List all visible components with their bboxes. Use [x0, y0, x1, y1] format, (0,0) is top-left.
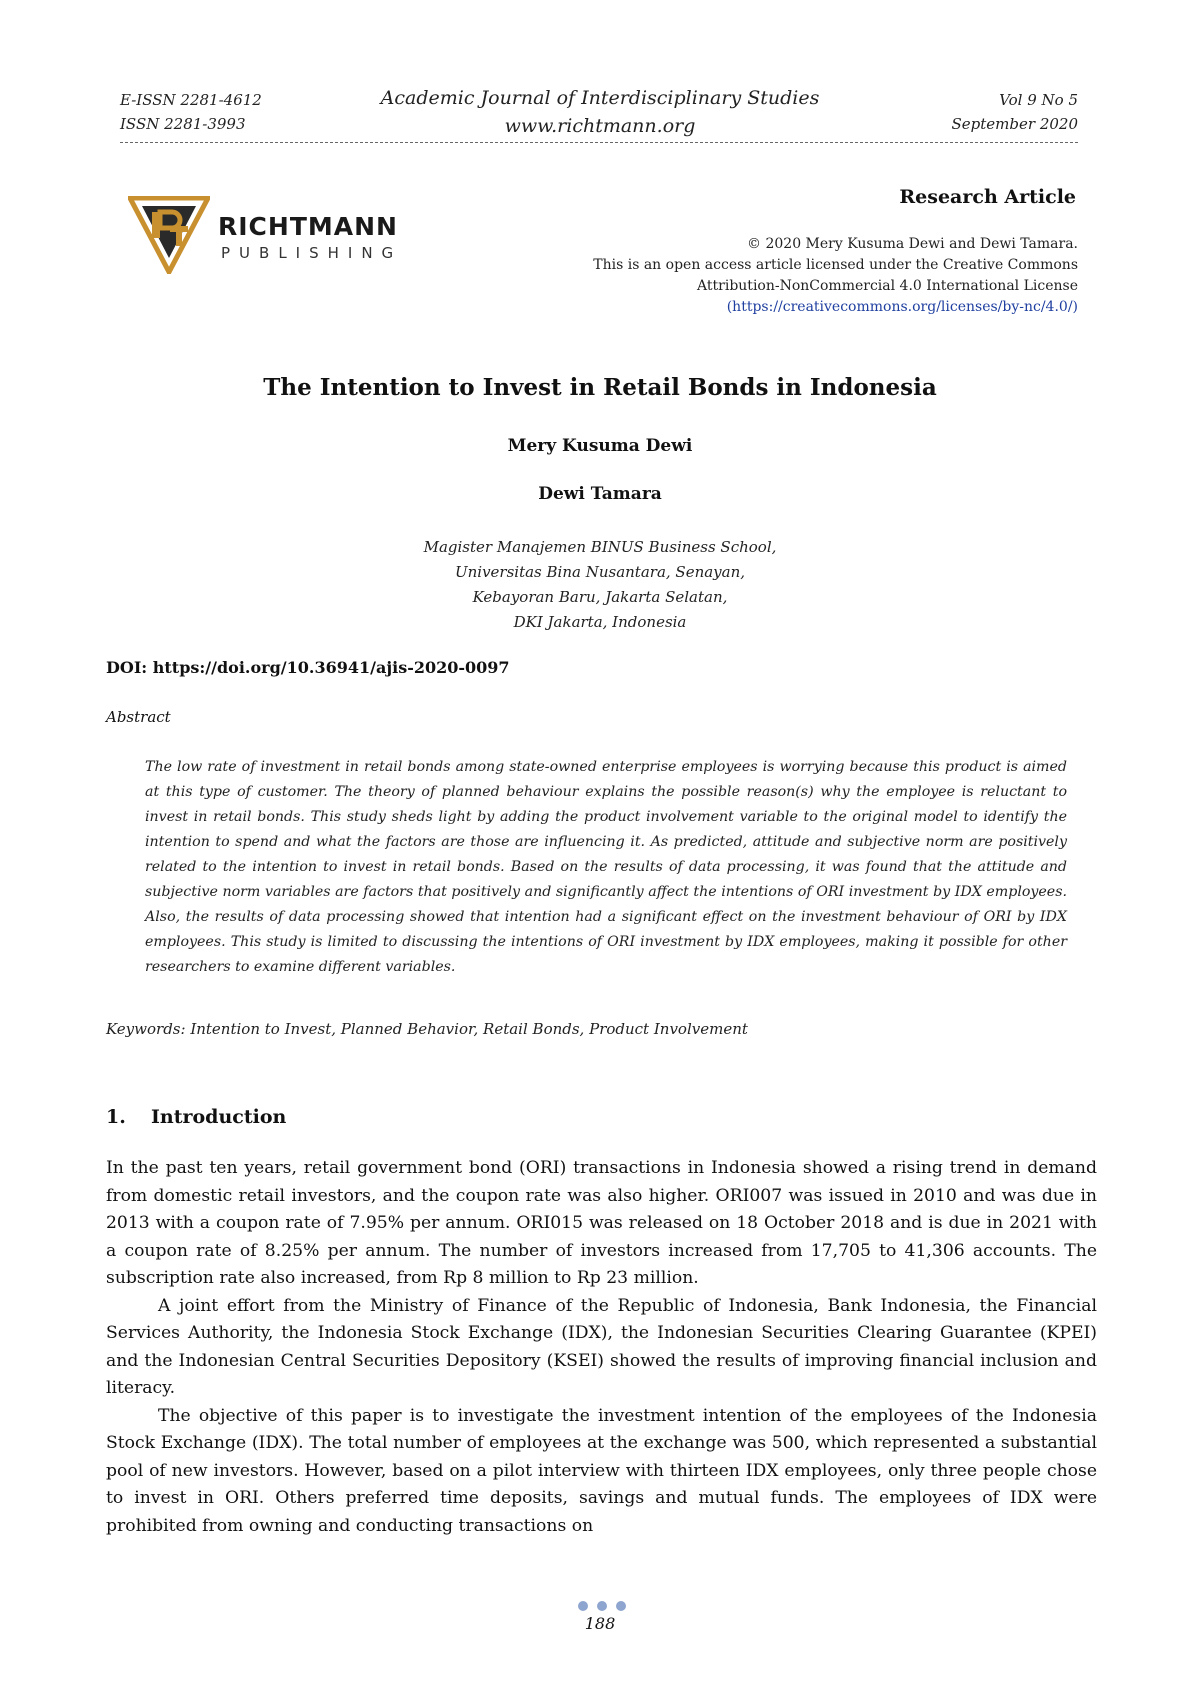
license-link[interactable]: (https://creativecommons.org/licenses/by-nc/4.0/)	[726, 299, 1078, 315]
header-divider	[120, 142, 1078, 143]
paper-title: The Intention to Invest in Retail Bonds in Indonesia	[263, 374, 937, 401]
affiliation-line: DKI Jakarta, Indonesia	[513, 613, 687, 631]
richtmann-logo-icon	[128, 196, 210, 274]
publisher-logo	[128, 196, 428, 276]
keywords: Keywords: Intention to Invest, Planned Behavior, Retail Bonds, Product Involvement	[106, 1020, 748, 1038]
volume-text: Vol 9 No 5	[999, 91, 1078, 109]
paragraph: In the past ten years, retail government bond (ORI) transactions in Indonesia showed a rising trend in demand from domestic retail investors, and the coupon rate was also higher. ORI007 was issued in 2010 and was due in 2013 with a coupon rate of 7.95% per annum. ORI015 was released on 18 October 2018 and is due in 2021 with a coupon rate of 8.25% per annum. The number of investors increased from 17,705 to 41,306 accounts. The subscription rate also increased, from Rp 8 million to Rp 23 million.	[106, 1158, 1097, 1288]
copyright-line: © 2020 Mery Kusuma Dewi and Dewi Tamara.	[747, 236, 1078, 252]
header-issue-block	[952, 88, 1078, 136]
license-name: Attribution-NonCommercial 4.0 International License	[697, 278, 1078, 294]
page-number: 188	[584, 1614, 616, 1633]
affiliation	[0, 535, 1200, 635]
journal-title: Academic Journal of Interdisciplinary Studies	[380, 87, 820, 109]
license-line: This is an open access article licensed under the Creative Commons	[593, 257, 1078, 273]
paragraph: A joint effort from the Ministry of Finance of the Republic of Indonesia, Bank Indonesia, the Financial Services Authority, the Indonesia Stock Exchange (IDX), the Indonesian Securities Clearing Guarantee (KPEI) and the Indonesian Central Securities Depository (KSEI) showed the results of improving financial inclusion and literacy.	[106, 1295, 1097, 1398]
body-text	[106, 1155, 1097, 1540]
affiliation-line: Universitas Bina Nusantara, Senayan,	[454, 563, 746, 581]
affiliation-line: Magister Manajemen BINUS Business School,	[423, 538, 777, 556]
doi-link[interactable]: DOI: https://doi.org/10.36941/ajis-2020-0097	[106, 658, 510, 677]
logo-name: RICHTMANN	[218, 212, 398, 241]
paragraph: The objective of this paper is to investigate the investment intention of the employees of the Indonesia Stock Exchange (IDX). The total number of employees at the exchange was 500, which represented a substantial pool of new investors. However, based on a pilot interview with thirteen IDX employees, only three people chose to invest in ORI. Others preferred time deposits, savings and mutual funds. The employees of IDX were prohibited from owning and conducting transactions on	[106, 1405, 1097, 1536]
abstract-heading: Abstract	[106, 708, 171, 726]
license-block	[593, 234, 1078, 318]
issn-text: ISSN 2281-3993	[120, 115, 246, 133]
section-number: 1.	[106, 1106, 126, 1128]
author-2: Dewi Tamara	[538, 484, 662, 504]
affiliation-line: Kebayoran Baru, Jakarta Selatan,	[472, 588, 728, 606]
issue-date: September 2020	[951, 115, 1078, 133]
page-dots-icon	[577, 1600, 627, 1612]
author-1: Mery Kusuma Dewi	[507, 436, 693, 456]
section-heading	[106, 1106, 286, 1128]
section-title: Introduction	[151, 1106, 287, 1128]
abstract-text: The low rate of investment in retail bonds among state-owned enterprise employees is worrying because this product is aimed at this type of customer. The theory of planned behaviour explains the possible reason(s) why the employee is reluctant to invest in retail bonds. This study sheds light by adding the product involvement variable to the original model to identify the intention to spend and what the factors are those are influencing it. As predicted, attitude and subjective norm are positively related to the intention to invest in retail bonds. Based on the results of data processing, it was found that the attitude and subjective norm variables are factors that positively and significantly affect the intentions of ORI investment by IDX employees. Also, the results of data processing showed that intention had a significant effect on the investment behaviour of ORI by IDX employees. This study is limited to discussing the intentions of ORI investment by IDX employees, making it possible for other researchers to examine different variables.	[145, 759, 1067, 975]
article-type: Research Article	[899, 186, 1076, 208]
journal-website[interactable]: www.richtmann.org	[504, 115, 696, 137]
eissn-text: E-ISSN 2281-4612	[120, 91, 262, 109]
logo-subtitle: PUBLISHING	[221, 244, 403, 262]
